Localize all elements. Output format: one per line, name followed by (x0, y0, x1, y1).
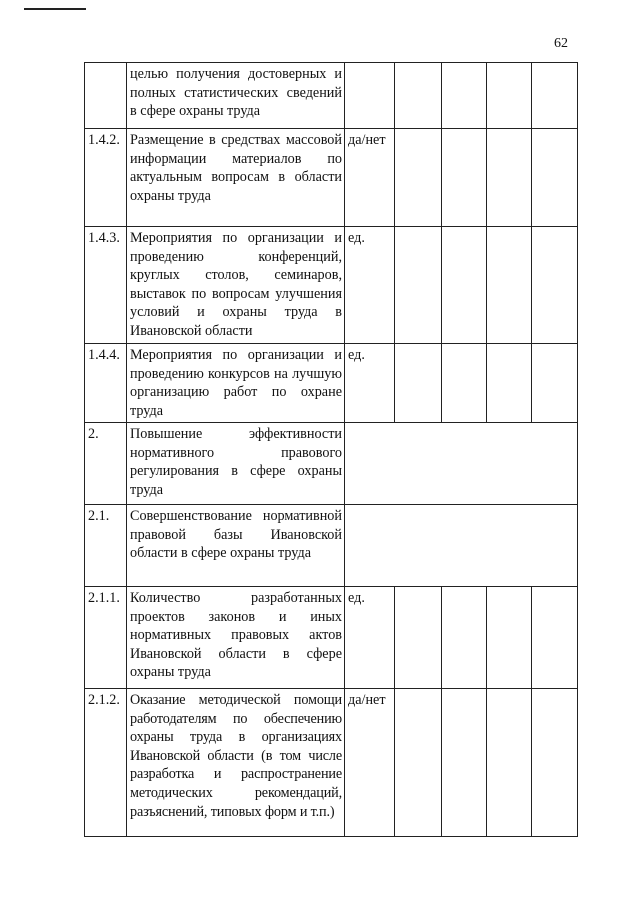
value-cell (532, 63, 578, 129)
table-row (85, 423, 578, 505)
value-cell (395, 587, 442, 689)
row-description: Повышение эффективности нормативного правового регулирования в сфере охраны труда (127, 423, 345, 505)
table-row (85, 344, 578, 423)
row-description: Оказание методической помощи работодателям по обеспечению охраны труда в организациях Ивановской области (в том числе разработка и распространение методических рекомендаций, разъяснений, типовых форм и т.п.) (127, 689, 345, 837)
value-cell (532, 344, 578, 423)
page-number: 62 (554, 36, 568, 51)
table-row (85, 129, 578, 227)
row-number: 1.4.4. (85, 344, 127, 423)
value-cell (487, 227, 532, 344)
table-row (85, 689, 578, 837)
value-cell (442, 689, 487, 837)
merged-cell (345, 505, 578, 587)
row-unit: да/нет (345, 129, 395, 227)
row-description: Размещение в средствах массовой информации материалов по актуальным вопросам в области охраны труда (127, 129, 345, 227)
value-cell (532, 689, 578, 837)
value-cell (487, 689, 532, 837)
row-description: Мероприятия по организации и проведению конференций, круглых столов, семинаров, выставок по вопросам улучшения условий и охраны труда в Ивановской области (127, 227, 345, 344)
value-cell (395, 689, 442, 837)
table-row (85, 63, 578, 129)
row-number: 2.1.1. (85, 587, 127, 689)
table-row (85, 505, 578, 587)
row-description: Количество разработанных проектов законов и иных нормативных правовых актов Ивановской области в сфере охраны труда (127, 587, 345, 689)
row-unit: ед. (345, 344, 395, 423)
row-number: 2.1. (85, 505, 127, 587)
value-cell (442, 63, 487, 129)
indicators-table (84, 62, 578, 837)
row-number: 1.4.2. (85, 129, 127, 227)
value-cell (487, 63, 532, 129)
row-number: 1.4.3. (85, 227, 127, 344)
row-unit: ед. (345, 227, 395, 344)
value-cell (442, 227, 487, 344)
value-cell (395, 63, 442, 129)
value-cell (395, 344, 442, 423)
row-description: Мероприятия по организации и проведению конкурсов на лучшую организацию работ по охране труда (127, 344, 345, 423)
row-number: 2. (85, 423, 127, 505)
value-cell (442, 587, 487, 689)
value-cell (532, 227, 578, 344)
row-description: Совершенствование нормативной правовой базы Ивановской области в сфере охраны труда (127, 505, 345, 587)
value-cell (532, 129, 578, 227)
table-row (85, 227, 578, 344)
top-rule (24, 8, 86, 10)
value-cell (487, 344, 532, 423)
row-unit (345, 63, 395, 129)
merged-cell (345, 423, 578, 505)
value-cell (442, 129, 487, 227)
row-unit: ед. (345, 587, 395, 689)
row-number: 2.1.2. (85, 689, 127, 837)
row-number (85, 63, 127, 129)
value-cell (442, 344, 487, 423)
table-row (85, 587, 578, 689)
value-cell (487, 129, 532, 227)
row-unit: да/нет (345, 689, 395, 837)
row-description: целью получения достоверных и полных статистических сведений в сфере охраны труда (127, 63, 345, 129)
value-cell (532, 587, 578, 689)
value-cell (395, 227, 442, 344)
value-cell (395, 129, 442, 227)
value-cell (487, 587, 532, 689)
